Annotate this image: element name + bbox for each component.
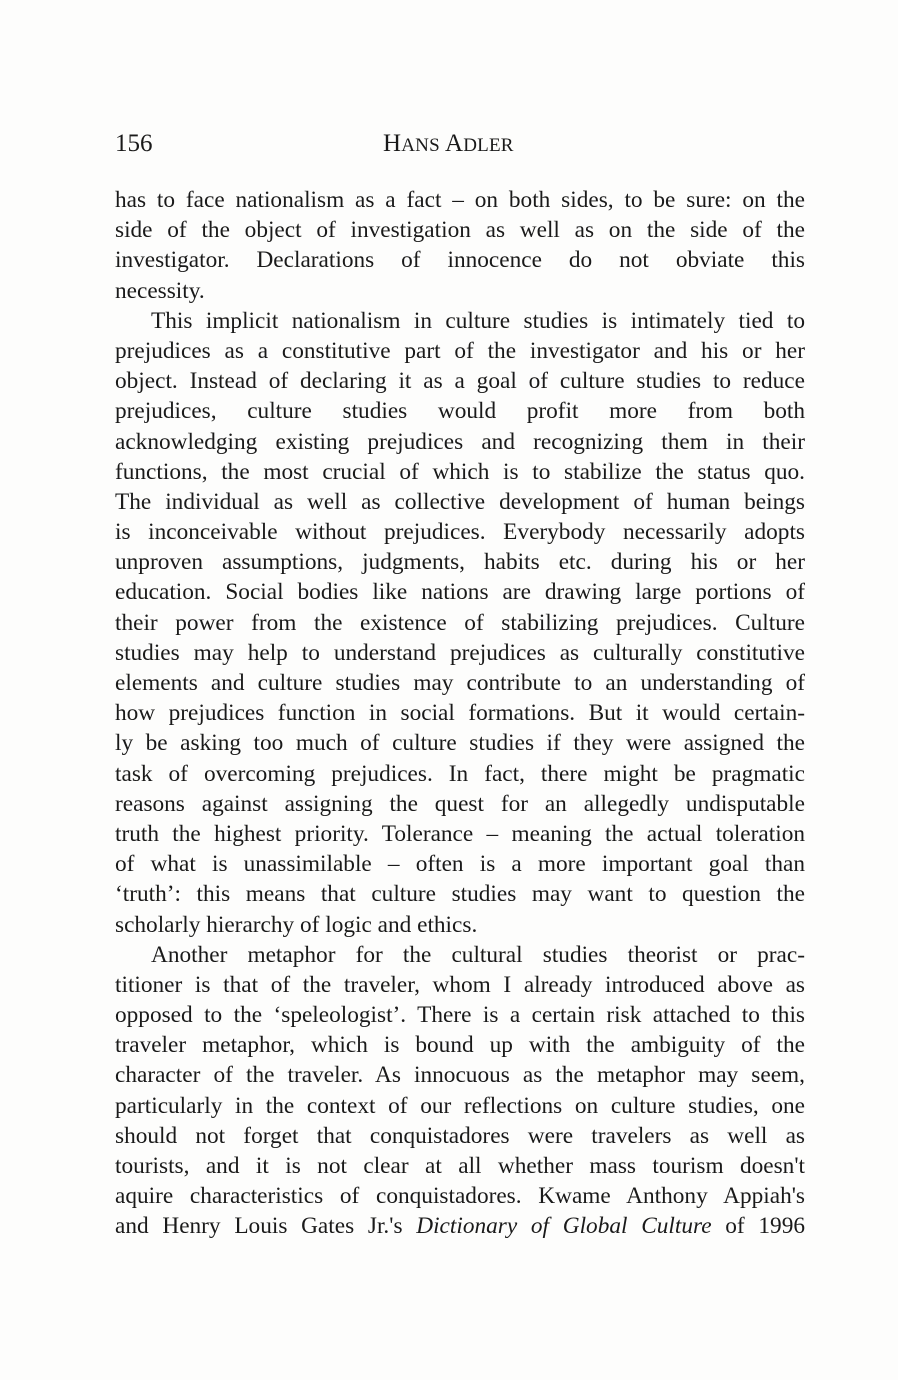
- text-line: scholarly hierarchy of logic and ethics.: [115, 911, 478, 938]
- text-line: ‘truth’: this means that culture studies may want to question the: [115, 881, 805, 908]
- page-header: [115, 126, 805, 162]
- text-line: titioner is that of the traveler, whom I already introduced above as: [115, 971, 805, 998]
- text-line: prejudices, culture studies would profit more from both: [115, 398, 805, 425]
- text-line: side of the object of investigation as well as on the side of the: [115, 217, 805, 244]
- text-line: how prejudices function in social formations. But it would certain-: [115, 700, 805, 727]
- text-line: truth the highest priority. Tolerance – meaning the actual toleration: [115, 820, 805, 847]
- paragraph-3: [115, 940, 805, 1242]
- text-line: Another metaphor for the cultural studies theorist or prac-: [151, 941, 805, 968]
- text-line: necessity.: [115, 277, 205, 304]
- text-line: opposed to the ‘speleologist’. There is a certain risk attached to this: [115, 1002, 805, 1029]
- body-text: [115, 185, 805, 1242]
- running-head-smallcaps-first: ANS: [401, 135, 440, 156]
- paragraph-1: [115, 185, 805, 306]
- text-line: tourists, and it is not clear at all whether mass tourism doesn't: [115, 1153, 805, 1179]
- text-line-with-title: [115, 1211, 805, 1241]
- text-line: traveler metaphor, which is bound up with the ambiguity of the: [115, 1032, 805, 1059]
- text-line: has to face nationalism as a fact – on both sides, to be sure: on the: [115, 187, 805, 213]
- text-line: aquire characteristics of conquistadores. Kwame Anthony Appiah's: [115, 1183, 805, 1210]
- text-line: education. Social bodies like nations are drawing large portions of: [115, 579, 805, 606]
- text-line: is inconceivable without prejudices. Everybody necessarily adopts: [115, 519, 805, 546]
- text-line: unproven assumptions, judgments, habits etc. during his or her: [115, 549, 805, 576]
- text-line: particularly in the context of our reflections on culture studies, one: [115, 1092, 805, 1119]
- text-line: functions, the most crucial of which is to stabilize the status quo.: [115, 458, 805, 485]
- text-line: of what is unassimilable – often is a more important goal than: [115, 851, 805, 878]
- text-line: The individual as well as collective development of human beings: [115, 488, 805, 515]
- page-number: 156: [115, 130, 153, 157]
- text-segment: of 1996: [711, 1213, 805, 1240]
- running-head-smallcaps-last: DLER: [463, 135, 514, 156]
- running-head-initial-last: A: [444, 130, 464, 157]
- text-line: elements and culture studies may contribute to an understanding of: [115, 670, 805, 696]
- text-line: reasons against assigning the quest for an allegedly undisputable: [115, 790, 805, 817]
- paragraph-2: [115, 306, 805, 940]
- text-line: investigator. Declarations of innocence do not obviate this: [115, 247, 805, 274]
- text-line: acknowledging existing prejudices and recognizing them in their: [115, 428, 805, 455]
- book-title: Dictionary of Global Culture: [416, 1213, 712, 1240]
- text-line: should not forget that conquistadores were travelers as well as: [115, 1122, 805, 1149]
- running-head: [383, 126, 514, 164]
- text-line: studies may help to understand prejudices as culturally constitutive: [115, 639, 805, 666]
- text-segment: and Henry Louis Gates Jr.'s: [115, 1213, 417, 1240]
- text-line: prejudices as a constitutive part of the investigator and his or her: [115, 337, 805, 364]
- text-line: ly be asking too much of culture studies if they were assigned the: [115, 730, 805, 757]
- text-line: This implicit nationalism in culture studies is intimately tied to: [151, 307, 805, 334]
- running-head-initial-first: H: [383, 130, 402, 157]
- text-line: task of overcoming prejudices. In fact, there might be pragmatic: [115, 760, 805, 787]
- text-line: their power from the existence of stabilizing prejudices. Culture: [115, 609, 805, 636]
- text-line: character of the traveler. As innocuous as the metaphor may seem,: [115, 1062, 805, 1089]
- text-line: object. Instead of declaring it as a goal of culture studies to reduce: [115, 368, 805, 395]
